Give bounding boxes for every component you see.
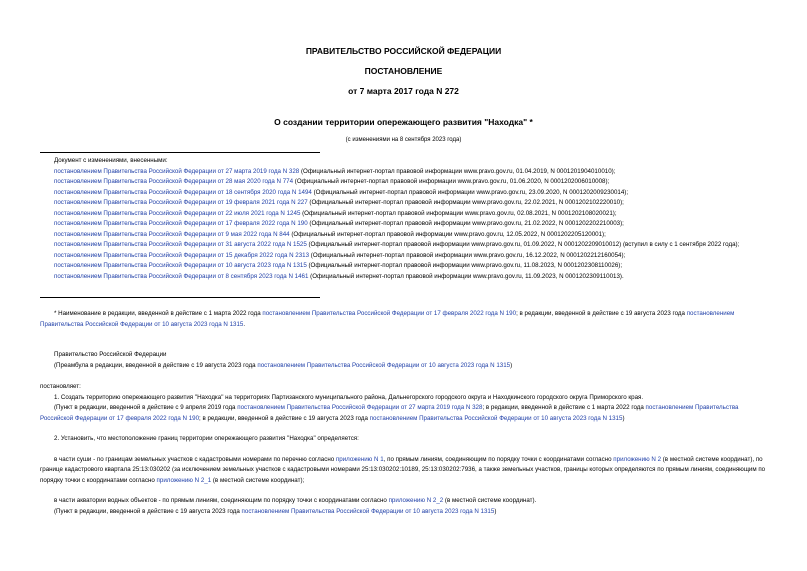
paragraph-2-note: (Пункт в редакции, введенной в действие с 19 августа 2023 года постановлением Правительства Российской Федерации от 10 августа 2023 года N 1315) (54, 507, 497, 515)
appendix-2-2-link[interactable]: приложению N 2_2 (388, 497, 444, 504)
p1-link-1315[interactable]: постановлением Правительства Российской Федерации от 10 августа 2023 года N 1315 (369, 414, 623, 422)
divider-footnote (40, 297, 320, 298)
paragraph-water: в части акватории водных объектов - по прямым линиям, соединяющим по порядку точки с координатами согласно приложению N 2_2 (в местной системе координат). (54, 497, 537, 504)
list-item: постановлением Правительства Российской Федерации от 27 марта 2019 года N 328 (Официальный интернет-портал правовой информации www.pravo.gov.ru, 01.04.2019, N 0001201904010010); (54, 167, 616, 175)
paragraph-1-note: (Пункт в редакции, введенной в действие с 9 апреля 2019 года постановлением Правительства Российской Федерации от 27 марта 2019 года N 328; в редакции, введенной в действие с 1 марта 2022 года постановлением Правительства Российской Федерации от 17 февраля 2022 года N 190; в редакции, введенной в действие с 19 августа 2023 года постановлением Правительства Российской Федерации от 10 августа 2023 года N 1315) (40, 404, 739, 422)
amendment-link[interactable]: постановлением Правительства Российской Федерации от 28 мая 2020 года N 774 (54, 178, 294, 185)
amendment-link[interactable]: постановлением Правительства Российской Федерации от 19 февраля 2021 года N 227 (54, 199, 308, 206)
preamble-link[interactable]: постановлением Правительства Российской Федерации от 10 августа 2023 года N 1315 (257, 361, 511, 369)
decides-text: постановляет: (40, 383, 81, 390)
document-type: ПОСТАНОВЛЕНИЕ (364, 66, 443, 76)
paragraph-1: 1. Создать территорию опережающего развития "Находка" на территориях Партизанского муниципального района, Дальнегорского городского округа и Находкинского городского округа Приморского края. (54, 393, 644, 401)
p2-link-1315[interactable]: постановлением Правительства Российской Федерации от 10 августа 2023 года N 1315 (241, 507, 495, 515)
p1-link-328[interactable]: постановлением Правительства Российской Федерации от 27 марта 2019 года N 328 (237, 404, 483, 411)
preamble-note: (Преамбула в редакции, введенной в действие с 19 августа 2023 года постановлением Правительства Российской Федерации от 10 августа 2023 года N 1315) (54, 361, 513, 369)
list-item: постановлением Правительства Российской Федерации от 8 сентября 2023 года N 1461 (Официальный интернет-портал правовой информации www.pravo.gov.ru, 11.09.2023, N 0001202309110013). (54, 272, 624, 280)
government-heading: ПРАВИТЕЛЬСТВО РОССИЙСКОЙ ФЕДЕРАЦИИ (305, 46, 502, 56)
paragraph-land: в части суши - по границам земельных участков с кадастровыми номерами по перечню согласно приложению N 1, по прямым линиям, соединяющим по порядку точки с координатами согласно приложению N 2 (в местной системе координат), по границе кадастрового квартала 25:13:030202 (за исключением земельных участков с кадастровыми номерами 25:13:030202:10189, 25:13:030202:7936, а также земельных участков, границы которых определяются по прямым линиям, соединяющим по порядку точки с координатами согласно приложению N 2_1 (в местной системе координат); (40, 455, 766, 484)
paragraph-2: 2. Установить, что местоположение границ территории опережающего развития "Находка" определяется: (54, 435, 359, 442)
footnote-link-1315[interactable]: постановлением Правительства Российской Федерации от 10 августа 2023 года N 1315 (40, 310, 735, 328)
amendment-link[interactable]: постановлением Правительства Российской Федерации от 9 мая 2022 года N 844 (54, 230, 290, 238)
title-footnote: * Наименование в редакции, введенной в действие с 1 марта 2022 года постановлением Правительства Российской Федерации от 17 февраля 2022 года N 190; в редакции, введенной в действие с 19 августа 2023 года постановлением Правительства Российской Федерации от 10 августа 2023 года N 1315. (40, 310, 735, 328)
list-item: постановлением Правительства Российской Федерации от 22 июля 2021 года N 1245 (Официальный интернет-портал правовой информации www.pravo.gov.ru, 02.08.2021, N 0001202108020021); (54, 209, 617, 217)
revision-note: (с изменениями на 8 сентября 2023 года) (345, 137, 462, 143)
amendment-link[interactable]: постановлением Правительства Российской Федерации от 17 февраля 2022 года N 190 (54, 220, 308, 227)
amendment-link[interactable]: постановлением Правительства Российской Федерации от 10 августа 2023 года N 1315 (54, 262, 307, 269)
list-item: постановлением Правительства Российской Федерации от 28 мая 2020 года N 774 (Официальный интернет-портал правовой информации www.pravo.gov.ru, 01.06.2020, N 0001202006010008); (54, 178, 610, 185)
footnote-link-190[interactable]: постановлением Правительства Российской Федерации от 17 февраля 2022 года N 190 (262, 310, 517, 317)
appendix-2-1-link[interactable]: приложению N 2_1 (156, 476, 212, 484)
list-item: постановлением Правительства Российской Федерации от 10 августа 2023 года N 1315 (Официальный интернет-портал правовой информации www.pravo.gov.ru, 11.08.2023, N 0001202308110026); (54, 262, 623, 269)
appendix-2-link[interactable]: приложению N 2 (613, 455, 662, 463)
amendment-link[interactable]: постановлением Правительства Российской Федерации от 15 декабря 2022 года N 2313 (54, 251, 310, 259)
amendment-link[interactable]: постановлением Правительства Российской Федерации от 22 июля 2021 года N 1245 (54, 209, 301, 217)
amendment-link[interactable]: постановлением Правительства Российской Федерации от 31 августа 2022 года N 1525 (54, 241, 307, 248)
list-item: постановлением Правительства Российской Федерации от 9 мая 2022 года N 844 (Официальный интернет-портал правовой информации www.pravo.gov.ru, 12.05.2022, N 0001202205120001); (54, 230, 606, 238)
p1-link-190[interactable]: постановлением Правительства Российской Федерации от 17 февраля 2022 года N 190 (40, 404, 739, 422)
preamble-text: Правительство Российской Федерации (54, 351, 167, 358)
list-item: постановлением Правительства Российской Федерации от 18 сентября 2020 года N 1494 (Официальный интернет-портал правовой информации www.pravo.gov.ru, 23.09.2020, N 0001202009230014); (54, 188, 629, 196)
document-title: О создании территории опережающего развития "Находка" * (274, 117, 533, 127)
amendment-link[interactable]: постановлением Правительства Российской Федерации от 18 сентября 2020 года N 1494 (54, 188, 312, 196)
list-item: постановлением Правительства Российской Федерации от 17 февраля 2022 года N 190 (Официальный интернет-портал правовой информации www.pravo.gov.ru, 21.02.2022, N 0001202202210003); (54, 220, 624, 227)
amendment-link[interactable]: постановлением Правительства Российской Федерации от 8 сентября 2023 года N 1461 (54, 272, 309, 280)
amendment-link[interactable]: постановлением Правительства Российской Федерации от 27 марта 2019 года N 328 (54, 167, 300, 175)
list-item: постановлением Правительства Российской Федерации от 15 декабря 2022 года N 2313 (Официальный интернет-портал правовой информации www.pravo.gov.ru, 16.12.2022, N 0001202212160054); (54, 251, 626, 259)
preamble (40, 350, 770, 371)
document-date: от 7 марта 2017 года N 272 (348, 86, 459, 96)
main-body (40, 382, 770, 517)
changes-list (40, 156, 770, 282)
changes-heading: Документ с изменениями, внесенными: (54, 157, 168, 164)
list-item: постановлением Правительства Российской Федерации от 31 августа 2022 года N 1525 (Официальный интернет-портал правовой информации www.pravo.gov.ru, 01.09.2022, N 0001202209010012) (вступил в силу с 1 сентября 2022 года); (54, 241, 740, 248)
appendix-1-link[interactable]: приложению N 1 (335, 455, 384, 463)
divider-top (40, 152, 320, 153)
list-item: постановлением Правительства Российской Федерации от 19 февраля 2021 года N 227 (Официальный интернет-портал правовой информации www.pravo.gov.ru, 22.02.2021, N 0001202102220010); (54, 199, 624, 206)
